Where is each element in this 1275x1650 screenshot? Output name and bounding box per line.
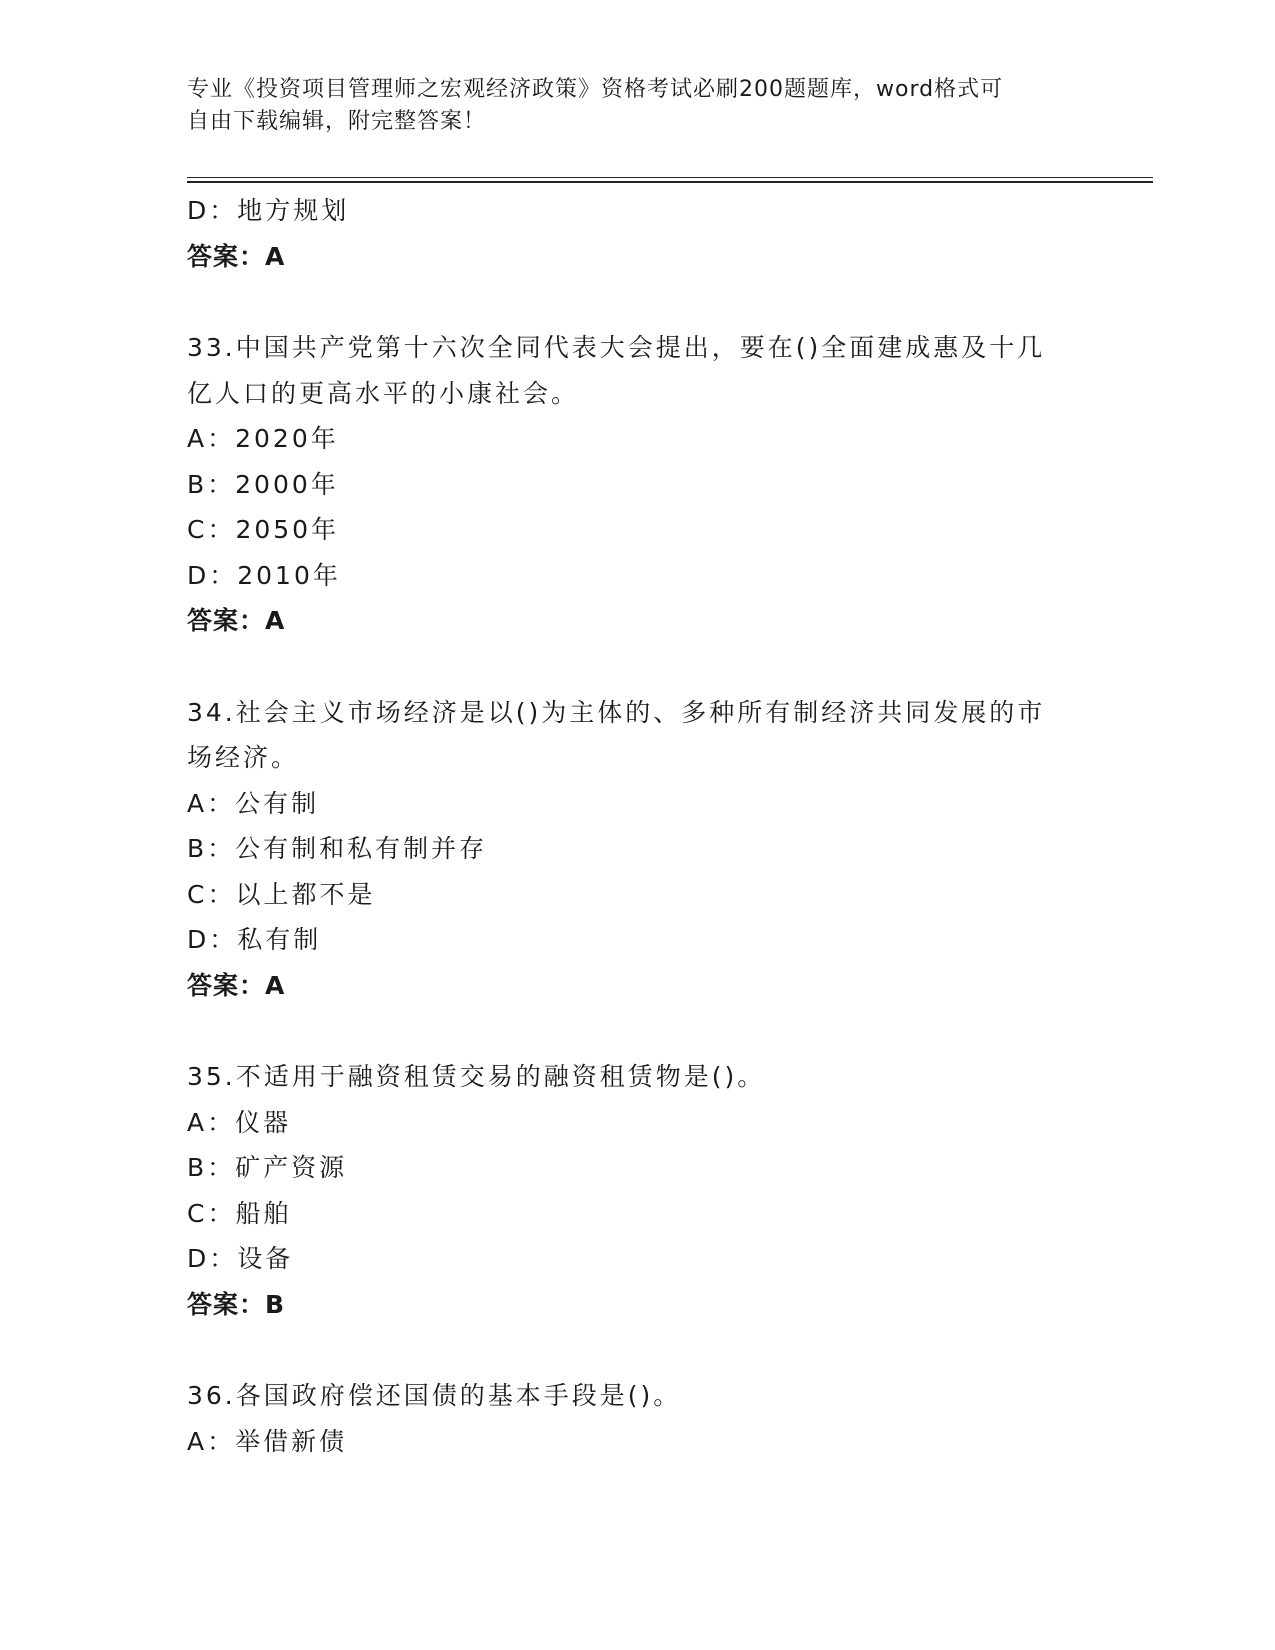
prev-option-d: D：地方规划 bbox=[187, 196, 350, 225]
option-a: A：举借新债 bbox=[187, 1426, 348, 1456]
question-stem-line: 36.各国政府偿还国债的基本手段是()。 bbox=[187, 1381, 682, 1410]
option-a: A：公有制 bbox=[187, 788, 320, 818]
option-a: A：仪器 bbox=[187, 1107, 292, 1137]
option-b: B：矿产资源 bbox=[187, 1153, 348, 1182]
option-b: B：2000年 bbox=[187, 469, 339, 499]
question-stem-line: 35.不适用于融资租赁交易的融资租赁物是()。 bbox=[187, 1062, 766, 1091]
option-d: D：设备 bbox=[187, 1244, 294, 1273]
question-stem-line: 33.中国共产党第十六次全同代表大会提出，要在()全面建成惠及十几 bbox=[187, 333, 1046, 362]
answer: 答案：B bbox=[187, 1289, 286, 1319]
spacer bbox=[187, 279, 1087, 325]
question-33 bbox=[187, 325, 1087, 644]
option-d: D：2010年 bbox=[187, 560, 341, 590]
option-d: D：私有制 bbox=[187, 925, 322, 954]
document-header bbox=[187, 74, 1067, 138]
option-c: C：2050年 bbox=[187, 515, 340, 544]
header-divider-thin bbox=[187, 177, 1153, 178]
spacer bbox=[187, 1327, 1087, 1373]
question-stem-line: 场经济。 bbox=[187, 743, 300, 772]
header-line-1: 专业《投资项目管理师之宏观经济政策》资格考试必刷200题题库，word格式可 bbox=[187, 77, 1004, 102]
question-stem-line: 亿人口的更高水平的小康社会。 bbox=[187, 378, 580, 408]
question-36 bbox=[187, 1373, 1087, 1464]
spacer bbox=[187, 644, 1087, 690]
prev-answer: 答案：A bbox=[187, 241, 286, 271]
option-c: C：船舶 bbox=[187, 1198, 292, 1228]
answer: 答案：A bbox=[187, 606, 286, 635]
question-34 bbox=[187, 690, 1087, 1009]
answer: 答案：A bbox=[187, 970, 286, 1000]
option-a: A：2020年 bbox=[187, 424, 339, 453]
question-35 bbox=[187, 1054, 1087, 1327]
question-list bbox=[187, 188, 1087, 1464]
option-c: C：以上都不是 bbox=[187, 879, 376, 909]
header-divider-thick bbox=[187, 181, 1153, 183]
question-stem-line: 34.社会主义市场经济是以()为主体的、多种所有制经济共同发展的市 bbox=[187, 697, 1046, 727]
header-line-2: 自由下载编辑，附完整答案！ bbox=[187, 109, 487, 134]
spacer bbox=[187, 1008, 1087, 1054]
option-b: B：公有制和私有制并存 bbox=[187, 834, 488, 863]
